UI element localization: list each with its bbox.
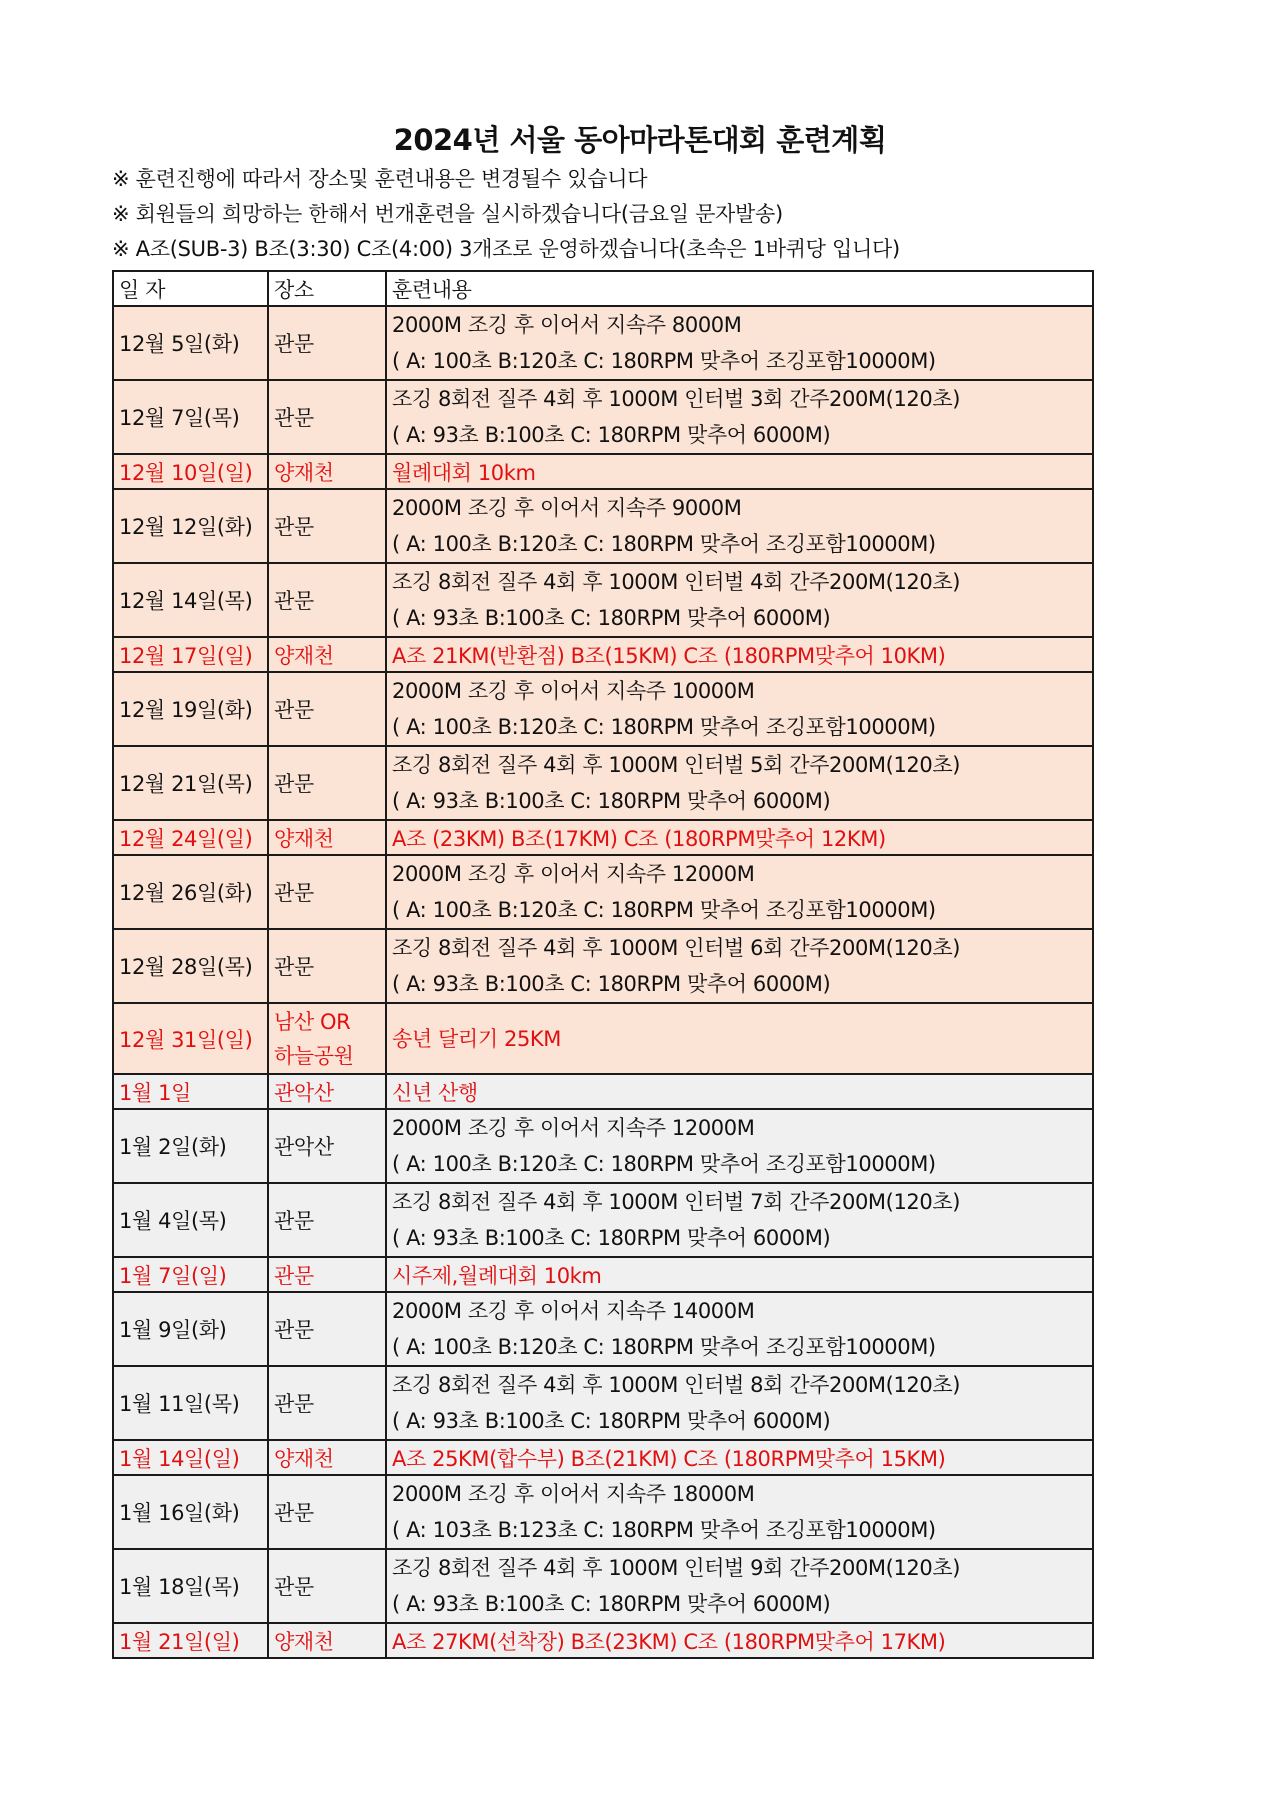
place-cell — [268, 1623, 386, 1658]
content-line: 조깅 8회전 질주 4회 후 1000M 인터벌 9회 간주200M(120초) — [392, 1556, 961, 1580]
place-line: 관문 — [274, 1209, 314, 1233]
content-line: ( A: 93초 B:100초 C: 180RPM 맞추어 6000M) — [392, 972, 831, 996]
table-row — [113, 454, 1093, 489]
table-header-row — [113, 271, 1093, 306]
training-schedule-table — [112, 270, 1094, 1659]
place-line: 하늘공원 — [274, 1043, 354, 1068]
place-cell — [268, 1109, 386, 1183]
content-cell — [386, 1074, 1093, 1109]
content-line: ( A: 93초 B:100초 C: 180RPM 맞추어 6000M) — [392, 1592, 831, 1616]
date-cell: 12월 21일(목) — [113, 746, 268, 820]
table-row — [113, 306, 1093, 380]
place-line: 관문 — [274, 1263, 314, 1288]
header-date: 일 자 — [113, 271, 268, 306]
content-cell — [386, 855, 1093, 929]
date-cell: 12월 26일(화) — [113, 855, 268, 929]
content-line: ( A: 100초 B:120초 C: 180RPM 맞추어 조깅포함10000M) — [392, 1335, 936, 1359]
content-line: 조깅 8회전 질주 4회 후 1000M 인터벌 4회 간주200M(120초) — [392, 570, 961, 594]
table-row — [113, 672, 1093, 746]
content-line: 2000M 조깅 후 이어서 지속주 10000M — [392, 679, 755, 703]
table-row — [113, 1475, 1093, 1549]
place-line: 관문 — [274, 1392, 314, 1416]
content-cell — [386, 1003, 1093, 1074]
content-line: 2000M 조깅 후 이어서 지속주 14000M — [392, 1299, 755, 1323]
place-cell — [268, 1440, 386, 1475]
table-row — [113, 1440, 1093, 1475]
content-line: 2000M 조깅 후 이어서 지속주 12000M — [392, 1116, 755, 1140]
date-cell: 12월 14일(목) — [113, 563, 268, 637]
content-line: ( A: 93초 B:100초 C: 180RPM 맞추어 6000M) — [392, 1409, 831, 1433]
date-cell: 1월 18일(목) — [113, 1549, 268, 1623]
table-row — [113, 1074, 1093, 1109]
content-cell — [386, 1292, 1093, 1366]
content-cell — [386, 637, 1093, 672]
table-row — [113, 563, 1093, 637]
place-cell — [268, 746, 386, 820]
content-line: A조 21KM(반환점) B조(15KM) C조 (180RPM맞추어 10KM) — [392, 643, 946, 668]
content-line: ( A: 100초 B:120초 C: 180RPM 맞추어 조깅포함10000M) — [392, 532, 936, 556]
place-line: 관문 — [274, 698, 314, 722]
content-line: ( A: 100초 B:120초 C: 180RPM 맞추어 조깅포함10000M) — [392, 1152, 936, 1176]
content-line: 2000M 조깅 후 이어서 지속주 8000M — [392, 313, 742, 337]
table-row — [113, 1292, 1093, 1366]
content-cell — [386, 563, 1093, 637]
content-line: ( A: 100초 B:120초 C: 180RPM 맞추어 조깅포함10000M) — [392, 715, 936, 739]
table-row — [113, 1623, 1093, 1658]
table-row — [113, 820, 1093, 855]
table-row — [113, 1257, 1093, 1292]
content-line: 월례대회 10km — [392, 460, 536, 485]
content-cell — [386, 1549, 1093, 1623]
place-line: 관악산 — [274, 1080, 334, 1105]
date-cell: 12월 24일(일) — [113, 820, 268, 855]
date-cell: 1월 1일 — [113, 1074, 268, 1109]
date-cell: 1월 2일(화) — [113, 1109, 268, 1183]
content-line: 송년 달리기 25KM — [392, 1026, 561, 1051]
content-cell — [386, 820, 1093, 855]
place-cell — [268, 454, 386, 489]
place-line: 관문 — [274, 332, 314, 356]
place-line: 관문 — [274, 881, 314, 905]
place-line: 관문 — [274, 589, 314, 613]
table-row — [113, 637, 1093, 672]
date-cell: 12월 19일(화) — [113, 672, 268, 746]
place-line: 양재천 — [274, 643, 334, 668]
content-line: ( A: 100초 B:120초 C: 180RPM 맞추어 조깅포함10000M) — [392, 898, 936, 922]
date-cell: 12월 17일(일) — [113, 637, 268, 672]
content-cell — [386, 306, 1093, 380]
date-cell: 1월 11일(목) — [113, 1366, 268, 1440]
place-cell — [268, 489, 386, 563]
content-cell — [386, 672, 1093, 746]
table-row — [113, 1366, 1093, 1440]
table-row — [113, 489, 1093, 563]
content-line: ( A: 93초 B:100초 C: 180RPM 맞추어 6000M) — [392, 423, 831, 447]
content-cell — [386, 489, 1093, 563]
content-cell — [386, 1366, 1093, 1440]
note-line: ※ A조(SUB-3) B조(3:30) C조(4:00) 3개조로 운영하겠습니다(초속은 1바퀴당 입니다) — [112, 237, 900, 261]
place-line: 관문 — [274, 1501, 314, 1525]
place-line: 관문 — [274, 955, 314, 979]
date-cell: 12월 12일(화) — [113, 489, 268, 563]
content-line: 2000M 조깅 후 이어서 지속주 12000M — [392, 862, 755, 886]
content-line: 조깅 8회전 질주 4회 후 1000M 인터벌 5회 간주200M(120초) — [392, 753, 961, 777]
header-place: 장소 — [268, 271, 386, 306]
content-line: 2000M 조깅 후 이어서 지속주 18000M — [392, 1482, 755, 1506]
place-cell — [268, 1074, 386, 1109]
place-cell — [268, 672, 386, 746]
date-cell: 1월 9일(화) — [113, 1292, 268, 1366]
place-cell — [268, 1475, 386, 1549]
place-cell — [268, 1257, 386, 1292]
place-cell — [268, 929, 386, 1003]
content-line: ( A: 103초 B:123초 C: 180RPM 맞추어 조깅포함10000M) — [392, 1518, 936, 1542]
notes — [112, 162, 900, 267]
table-row — [113, 1183, 1093, 1257]
place-line: 관문 — [274, 515, 314, 539]
content-line: ( A: 93초 B:100초 C: 180RPM 맞추어 6000M) — [392, 789, 831, 813]
content-line: 조깅 8회전 질주 4회 후 1000M 인터벌 3회 간주200M(120초) — [392, 387, 961, 411]
place-line: 관문 — [274, 772, 314, 796]
content-cell — [386, 1183, 1093, 1257]
place-cell — [268, 1549, 386, 1623]
place-line: 관악산 — [274, 1135, 334, 1159]
content-line: 2000M 조깅 후 이어서 지속주 9000M — [392, 496, 742, 520]
place-cell — [268, 380, 386, 454]
place-cell — [268, 820, 386, 855]
content-cell — [386, 1623, 1093, 1658]
content-line: ( A: 93초 B:100초 C: 180RPM 맞추어 6000M) — [392, 1226, 831, 1250]
date-cell: 1월 14일(일) — [113, 1440, 268, 1475]
place-cell — [268, 1292, 386, 1366]
content-cell — [386, 746, 1093, 820]
place-cell — [268, 1183, 386, 1257]
table-row — [113, 1549, 1093, 1623]
table-row — [113, 1109, 1093, 1183]
place-line: 양재천 — [274, 1629, 334, 1654]
note-line: ※ 훈련진행에 따라서 장소및 훈련내용은 변경될수 있습니다 — [112, 167, 648, 191]
place-cell — [268, 637, 386, 672]
content-line: A조 25KM(합수부) B조(21KM) C조 (180RPM맞추어 15KM) — [392, 1446, 946, 1471]
table-row — [113, 929, 1093, 1003]
content-cell — [386, 1475, 1093, 1549]
place-line: 관문 — [274, 1318, 314, 1342]
date-cell: 12월 28일(목) — [113, 929, 268, 1003]
table-row — [113, 855, 1093, 929]
content-line: ( A: 93초 B:100초 C: 180RPM 맞추어 6000M) — [392, 606, 831, 630]
content-cell — [386, 1440, 1093, 1475]
content-line: A조 (23KM) B조(17KM) C조 (180RPM맞추어 12KM) — [392, 826, 886, 851]
content-cell — [386, 1257, 1093, 1292]
place-line: 관문 — [274, 406, 314, 430]
place-line: 양재천 — [274, 460, 334, 485]
page-title: 2024년 서울 동아마라톤대회 훈련계획 — [393, 123, 887, 157]
content-line: 조깅 8회전 질주 4회 후 1000M 인터벌 7회 간주200M(120초) — [392, 1190, 961, 1214]
table-row — [113, 746, 1093, 820]
content-line: 시주제,월례대회 10km — [392, 1263, 602, 1288]
content-line: ( A: 100초 B:120초 C: 180RPM 맞추어 조깅포함10000M) — [392, 349, 936, 373]
table-row — [113, 380, 1093, 454]
place-line: 양재천 — [274, 1446, 334, 1471]
place-cell — [268, 306, 386, 380]
content-cell — [386, 454, 1093, 489]
date-cell: 12월 5일(화) — [113, 306, 268, 380]
content-cell — [386, 929, 1093, 1003]
place-cell — [268, 1003, 386, 1074]
date-cell: 1월 21일(일) — [113, 1623, 268, 1658]
table-body — [113, 271, 1093, 1658]
content-line: 신년 산행 — [392, 1080, 478, 1105]
table-row — [113, 1003, 1093, 1074]
content-cell — [386, 380, 1093, 454]
place-line: 양재천 — [274, 826, 334, 851]
content-cell — [386, 1109, 1093, 1183]
place-cell — [268, 855, 386, 929]
date-cell: 1월 4일(목) — [113, 1183, 268, 1257]
content-line: 조깅 8회전 질주 4회 후 1000M 인터벌 8회 간주200M(120초) — [392, 1373, 961, 1397]
date-cell: 12월 10일(일) — [113, 454, 268, 489]
place-line: 남산 OR — [274, 1009, 351, 1034]
header-content: 훈련내용 — [386, 271, 1093, 306]
date-cell: 12월 31일(일) — [113, 1003, 268, 1074]
note-line: ※ 회원들의 희망하는 한해서 번개훈련을 실시하겠습니다(금요일 문자발송) — [112, 202, 783, 226]
place-line: 관문 — [274, 1575, 314, 1599]
content-line: A조 27KM(선착장) B조(23KM) C조 (180RPM맞추어 17KM) — [392, 1629, 946, 1654]
place-cell — [268, 1366, 386, 1440]
date-cell: 1월 7일(일) — [113, 1257, 268, 1292]
content-line: 조깅 8회전 질주 4회 후 1000M 인터벌 6회 간주200M(120초) — [392, 936, 961, 960]
date-cell: 1월 16일(화) — [113, 1475, 268, 1549]
date-cell: 12월 7일(목) — [113, 380, 268, 454]
place-cell — [268, 563, 386, 637]
